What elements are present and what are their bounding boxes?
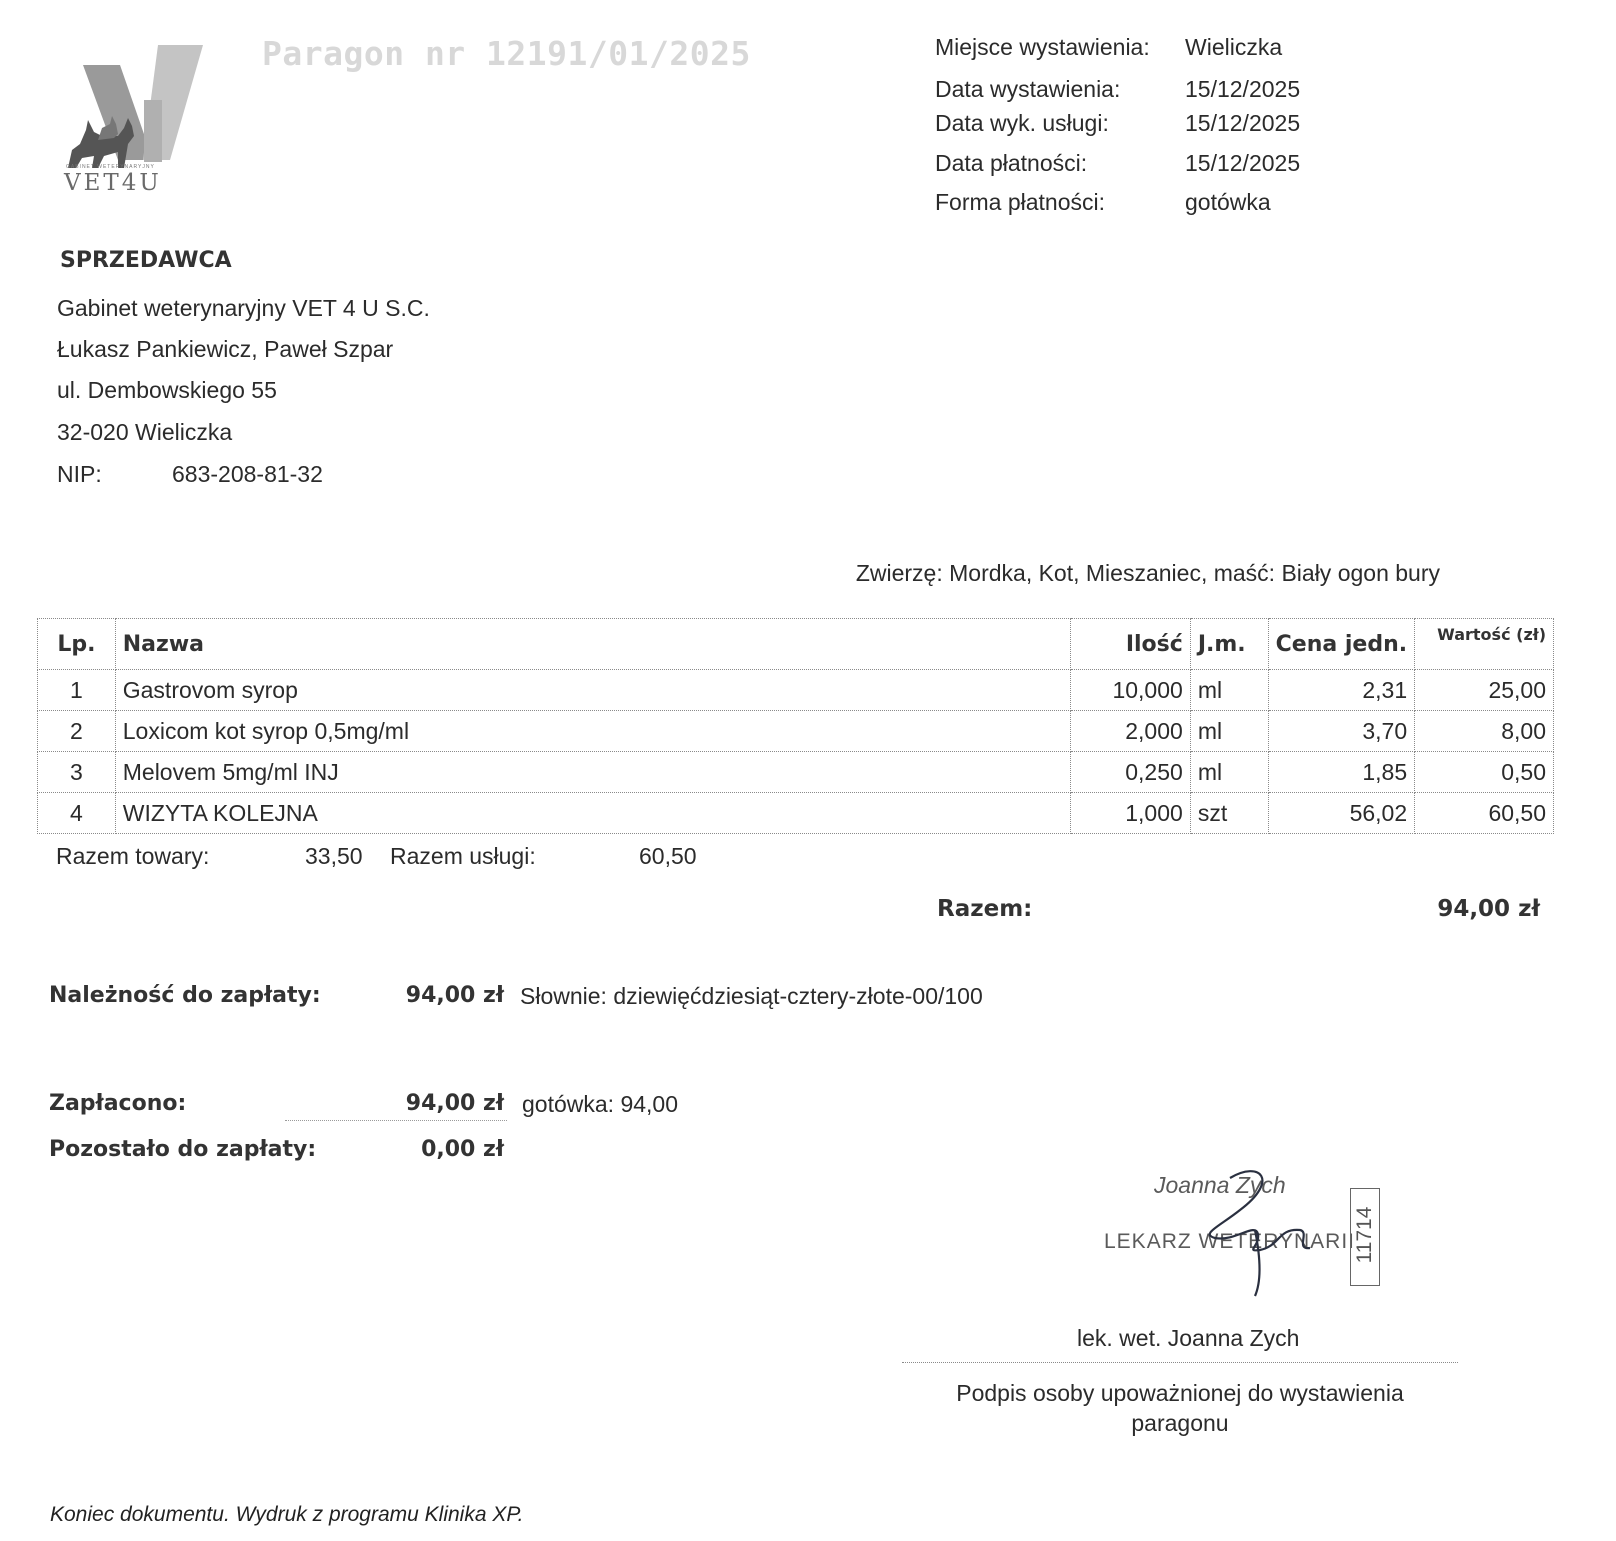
signature-caption: Podpis osoby upoważnionej do wystawienia bbox=[956, 1380, 1404, 1406]
logo-brand: VET4U bbox=[64, 170, 162, 196]
services-subtotal-value: 60,50 bbox=[639, 843, 697, 869]
logo-tagline: GABINET WETERYNARYJNY bbox=[66, 164, 155, 170]
seller-line: 32-020 Wieliczka bbox=[57, 419, 233, 445]
items-table bbox=[37, 618, 1554, 834]
cell-name: Loxicom kot syrop 0,5mg/ml bbox=[115, 711, 1070, 752]
meta-label: Forma płatności: bbox=[935, 189, 1106, 215]
signer-name: lek. wet. Joanna Zych bbox=[1077, 1325, 1300, 1351]
nip-label: NIP: bbox=[57, 461, 102, 487]
col-value: Wartość (zł) bbox=[1415, 619, 1554, 670]
col-price: Cena jedn. bbox=[1268, 619, 1414, 670]
cell-price: 56,02 bbox=[1268, 793, 1414, 834]
remaining-value: 0,00 zł bbox=[421, 1137, 504, 1162]
total-value: 94,00 zł bbox=[1437, 896, 1540, 922]
meta-value: gotówka bbox=[1185, 189, 1271, 215]
paid-label: Zapłacono: bbox=[49, 1091, 187, 1116]
cell-unit: szt bbox=[1190, 793, 1268, 834]
due-in-words: Słownie: dziewięćdziesiąt-cztery-złote-00/100 bbox=[520, 983, 983, 1009]
seller-line: Łukasz Pankiewicz, Paweł Szpar bbox=[57, 336, 394, 362]
cell-name: Gastrovom syrop bbox=[115, 670, 1070, 711]
remaining-label: Pozostało do zapłaty: bbox=[49, 1137, 317, 1162]
cell-price: 2,31 bbox=[1268, 670, 1414, 711]
stamp-number bbox=[1350, 1188, 1380, 1286]
stamp-number-text: 11714 bbox=[1353, 1206, 1376, 1264]
cell-qty: 10,000 bbox=[1071, 670, 1191, 711]
cell-price: 1,85 bbox=[1268, 752, 1414, 793]
cell-lp: 1 bbox=[38, 670, 116, 711]
total-label: Razem: bbox=[937, 896, 1033, 922]
due-value: 94,00 zł bbox=[405, 983, 504, 1008]
nip-value: 683-208-81-32 bbox=[172, 461, 323, 487]
document-footer: Koniec dokumentu. Wydruk z programu Klinika XP. bbox=[50, 1503, 524, 1526]
col-unit: J.m. bbox=[1190, 619, 1268, 670]
cell-unit: ml bbox=[1190, 752, 1268, 793]
logo bbox=[58, 40, 208, 200]
stamp-name: Joanna Zych bbox=[1154, 1172, 1286, 1198]
table-row bbox=[38, 711, 1554, 752]
seller-line: ul. Dembowskiego 55 bbox=[57, 377, 277, 403]
table-header-row bbox=[38, 619, 1554, 670]
paid-divider bbox=[285, 1120, 507, 1121]
cell-value: 0,50 bbox=[1415, 752, 1554, 793]
signature-line bbox=[902, 1362, 1458, 1363]
meta-label: Data wyk. usługi: bbox=[935, 110, 1109, 136]
paid-detail: gotówka: 94,00 bbox=[522, 1091, 679, 1117]
table-row bbox=[38, 793, 1554, 834]
vet-logo-icon bbox=[58, 40, 208, 180]
meta-value: 15/12/2025 bbox=[1185, 110, 1301, 136]
col-name: Nazwa bbox=[115, 619, 1070, 670]
cell-unit: ml bbox=[1190, 711, 1268, 752]
meta-value: 15/12/2025 bbox=[1185, 150, 1301, 176]
cell-unit: ml bbox=[1190, 670, 1268, 711]
signature-icon bbox=[1160, 1160, 1340, 1300]
cell-lp: 2 bbox=[38, 711, 116, 752]
cell-name: Melovem 5mg/ml INJ bbox=[115, 752, 1070, 793]
cell-name: WIZYTA KOLEJNA bbox=[115, 793, 1070, 834]
meta-label: Miejsce wystawienia: bbox=[935, 34, 1150, 60]
signature-caption-continued: paragonu bbox=[1131, 1410, 1229, 1436]
receipt-title: Paragon nr 12191/01/2025 bbox=[262, 34, 751, 73]
goods-subtotal-value: 33,50 bbox=[305, 843, 363, 869]
cell-qty: 1,000 bbox=[1071, 793, 1191, 834]
seller-heading: SPRZEDAWCA bbox=[60, 248, 232, 273]
cell-value: 8,00 bbox=[1415, 711, 1554, 752]
cell-value: 25,00 bbox=[1415, 670, 1554, 711]
seller-line: Gabinet weterynaryjny VET 4 U S.C. bbox=[57, 295, 430, 321]
paid-value: 94,00 zł bbox=[405, 1091, 504, 1116]
stamp-role: LEKARZ WETERYNARII bbox=[1104, 1230, 1355, 1253]
meta-value: 15/12/2025 bbox=[1185, 76, 1301, 102]
table-row bbox=[38, 670, 1554, 711]
meta-label: Data wystawienia: bbox=[935, 76, 1121, 102]
meta-value: Wieliczka bbox=[1185, 34, 1283, 60]
doctor-stamp bbox=[1100, 1160, 1400, 1300]
cell-qty: 0,250 bbox=[1071, 752, 1191, 793]
cell-qty: 2,000 bbox=[1071, 711, 1191, 752]
services-subtotal-label: Razem usługi: bbox=[390, 843, 536, 869]
col-lp: Lp. bbox=[38, 619, 116, 670]
table-row bbox=[38, 752, 1554, 793]
col-qty: Ilość bbox=[1071, 619, 1191, 670]
cell-value: 60,50 bbox=[1415, 793, 1554, 834]
cell-price: 3,70 bbox=[1268, 711, 1414, 752]
cell-lp: 3 bbox=[38, 752, 116, 793]
due-label: Należność do zapłaty: bbox=[49, 983, 321, 1008]
cell-lp: 4 bbox=[38, 793, 116, 834]
animal-info: Zwierzę: Mordka, Kot, Mieszaniec, maść: Biały ogon bury bbox=[855, 560, 1440, 586]
goods-subtotal-label: Razem towary: bbox=[56, 843, 210, 869]
meta-label: Data płatności: bbox=[935, 150, 1088, 176]
